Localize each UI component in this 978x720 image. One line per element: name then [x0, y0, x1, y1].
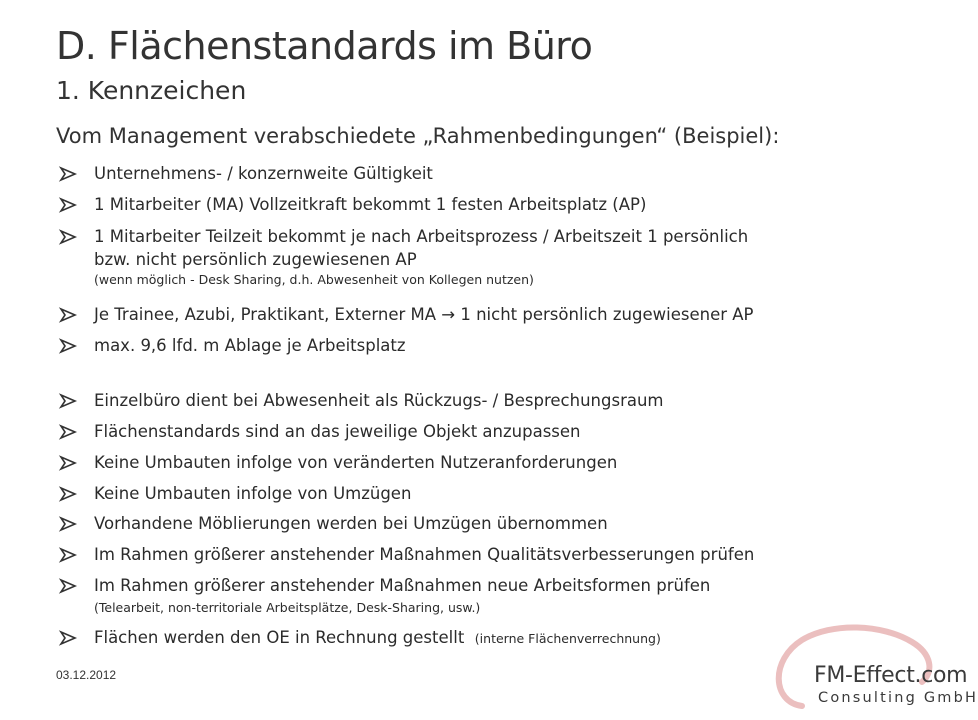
list-item-text-continued: bzw. nicht persönlich zugewiesenen AP [94, 250, 417, 269]
arrowhead-bullet-icon [56, 195, 80, 215]
list-item-text: Einzelbüro dient bei Abwesenheit als Rückzugs- / Besprechungsraum [94, 391, 664, 410]
list-item-text-before: Je Trainee, Azubi, Praktikant, Externer MA [94, 305, 437, 324]
list-item-text: Im Rahmen größerer anstehender Maßnahmen Qualitätsverbesserungen prüfen [94, 545, 755, 564]
arrowhead-bullet-icon [56, 336, 80, 356]
list-item-text: Keine Umbauten infolge von veränderten Nutzeranforderungen [94, 453, 618, 472]
list-item-text: Keine Umbauten infolge von Umzügen [94, 484, 412, 503]
list-item-text [94, 304, 753, 325]
arrowhead-bullet-icon [56, 628, 80, 648]
logo-name: FM-Effect.com [814, 663, 968, 688]
list-item-inline-note: (interne Flächenverrechnung) [474, 631, 661, 646]
arrowhead-bullet-icon [56, 545, 80, 565]
lead-text: Vom Management verabschiedete „Rahmenbedingungen“ (Beispiel): [56, 124, 780, 148]
arrowhead-bullet-icon [56, 514, 80, 534]
list-item-note: (Telearbeit, non-territoriale Arbeitsplätze, Desk-Sharing, usw.) [94, 600, 481, 615]
arrowhead-bullet-icon [56, 453, 80, 473]
logo-subtitle: Consulting GmbH [818, 690, 978, 706]
slide-subtitle: 1. Kennzeichen [56, 76, 247, 105]
arrowhead-bullet-icon [56, 484, 80, 504]
list-item-text [94, 627, 661, 649]
arrowhead-bullet-icon [56, 422, 80, 442]
list-item-text: 1 Mitarbeiter Teilzeit bekommt je nach Arbeitsprozess / Arbeitszeit 1 persönlich [94, 227, 749, 246]
list-item-text: Unternehmens- / konzernweite Gültigkeit [94, 164, 433, 183]
list-item-note: (wenn möglich - Desk Sharing, d.h. Abwesenheit von Kollegen nutzen) [94, 272, 534, 287]
list-item-text-main: Flächen werden den OE in Rechnung gestellt [94, 628, 465, 647]
arrowhead-bullet-icon [56, 576, 80, 596]
list-item-text: Flächenstandards sind an das jeweilige Objekt anzupassen [94, 422, 581, 441]
arrowhead-bullet-icon [56, 227, 80, 247]
list-item-text: Vorhandene Möblierungen werden bei Umzügen übernommen [94, 514, 608, 533]
slide-title: D. Flächenstandards im Büro [56, 24, 593, 68]
arrowhead-bullet-icon [56, 391, 80, 411]
arrowhead-bullet-icon [56, 305, 80, 325]
list-item-text: Im Rahmen größerer anstehender Maßnahmen neue Arbeitsformen prüfen [94, 576, 711, 595]
arrowhead-bullet-icon [56, 164, 80, 184]
list-item-text: max. 9,6 lfd. m Ablage je Arbeitsplatz [94, 336, 406, 355]
right-arrow-icon: → [441, 305, 456, 324]
footer-date: 03.12.2012 [56, 668, 117, 682]
list-item-text: 1 Mitarbeiter (MA) Vollzeitkraft bekommt 1 festen Arbeitsplatz (AP) [94, 195, 647, 214]
company-logo [762, 620, 978, 715]
list-item-text-after: 1 nicht persönlich zugewiesener AP [460, 305, 754, 324]
